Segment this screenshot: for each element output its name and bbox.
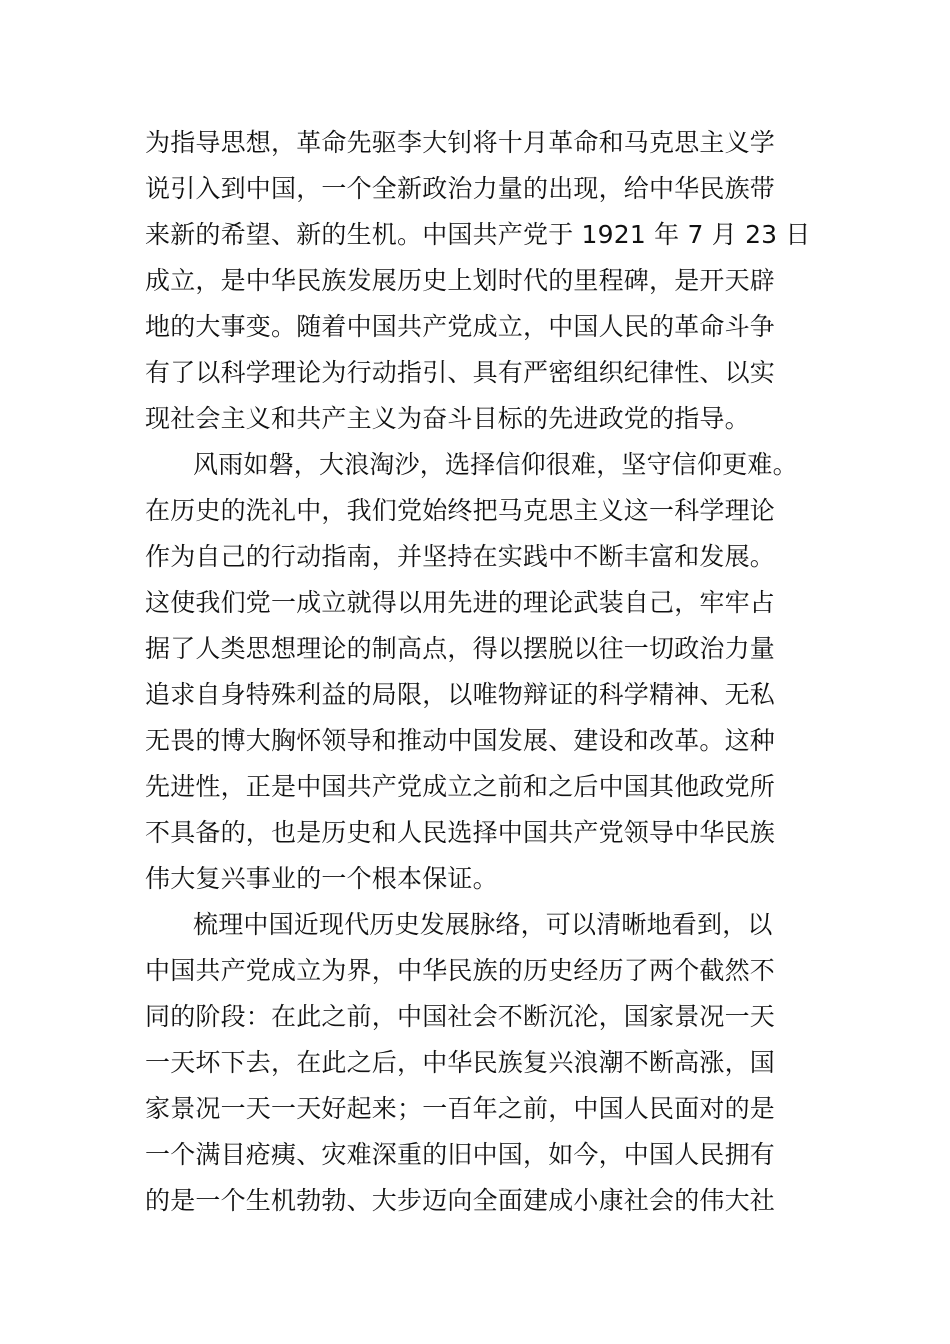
paragraph-first-line: 梳理中国近现代历史发展脉络，可以清晰地看到，以 [193, 910, 773, 939]
text-line: 追求自身特殊利益的局限，以唯物辩证的科学精神、无私 [145, 680, 776, 709]
text-line: 地的大事变。随着中国共产党成立，中国人民的革命斗争 [145, 312, 776, 341]
text-line: 在历史的洗礼中，我们党始终把马克思主义这一科学理论 [145, 496, 776, 525]
text-line: 先进性，正是中国共产党成立之前和之后中国其他政党所 [145, 772, 776, 801]
text-line: 来新的希望、新的生机。中国共产党于 1921 年 7 月 23 日 [145, 220, 811, 249]
text-line: 成立，是中华民族发展历史上划时代的里程碑，是开天辟 [145, 266, 776, 295]
text-line: 这使我们党一成立就得以用先进的理论武装自己，牢牢占 [145, 588, 776, 617]
text-line: 的是一个生机勃勃、大步迈向全面建成小康社会的伟大社 [145, 1186, 776, 1215]
paragraph-first-line: 风雨如磐，大浪淘沙，选择信仰很难，坚守信仰更难。 [193, 450, 798, 479]
text-line: 为指导思想，革命先驱李大钊将十月革命和马克思主义学 [145, 128, 776, 157]
text-line: 作为自己的行动指南，并坚持在实践中不断丰富和发展。 [145, 542, 776, 571]
text-line: 家景况一天一天好起来；一百年之前，中国人民面对的是 [145, 1094, 776, 1123]
text-line: 中国共产党成立为界，中华民族的历史经历了两个截然不 [145, 956, 776, 985]
text-line: 无畏的博大胸怀领导和推动中国发展、建设和改革。这种 [145, 726, 776, 755]
text-line: 说引入到中国，一个全新政治力量的出现，给中华民族带 [145, 174, 776, 203]
text-line: 不具备的，也是历史和人民选择中国共产党领导中华民族 [145, 818, 776, 847]
text-line: 伟大复兴事业的一个根本保证。 [145, 864, 498, 893]
text-line: 同的阶段：在此之前，中国社会不断沉沦，国家景况一天 [145, 1002, 776, 1031]
text-line: 据了人类思想理论的制高点，得以摆脱以往一切政治力量 [145, 634, 776, 663]
text-line: 一天坏下去，在此之后，中华民族复兴浪潮不断高涨，国 [145, 1048, 776, 1077]
text-line: 现社会主义和共产主义为奋斗目标的先进政党的指导。 [145, 404, 750, 433]
text-line: 一个满目疮痍、灾难深重的旧中国，如今，中国人民拥有 [145, 1140, 776, 1169]
text-line: 有了以科学理论为行动指引、具有严密组织纪律性、以实 [145, 358, 776, 387]
